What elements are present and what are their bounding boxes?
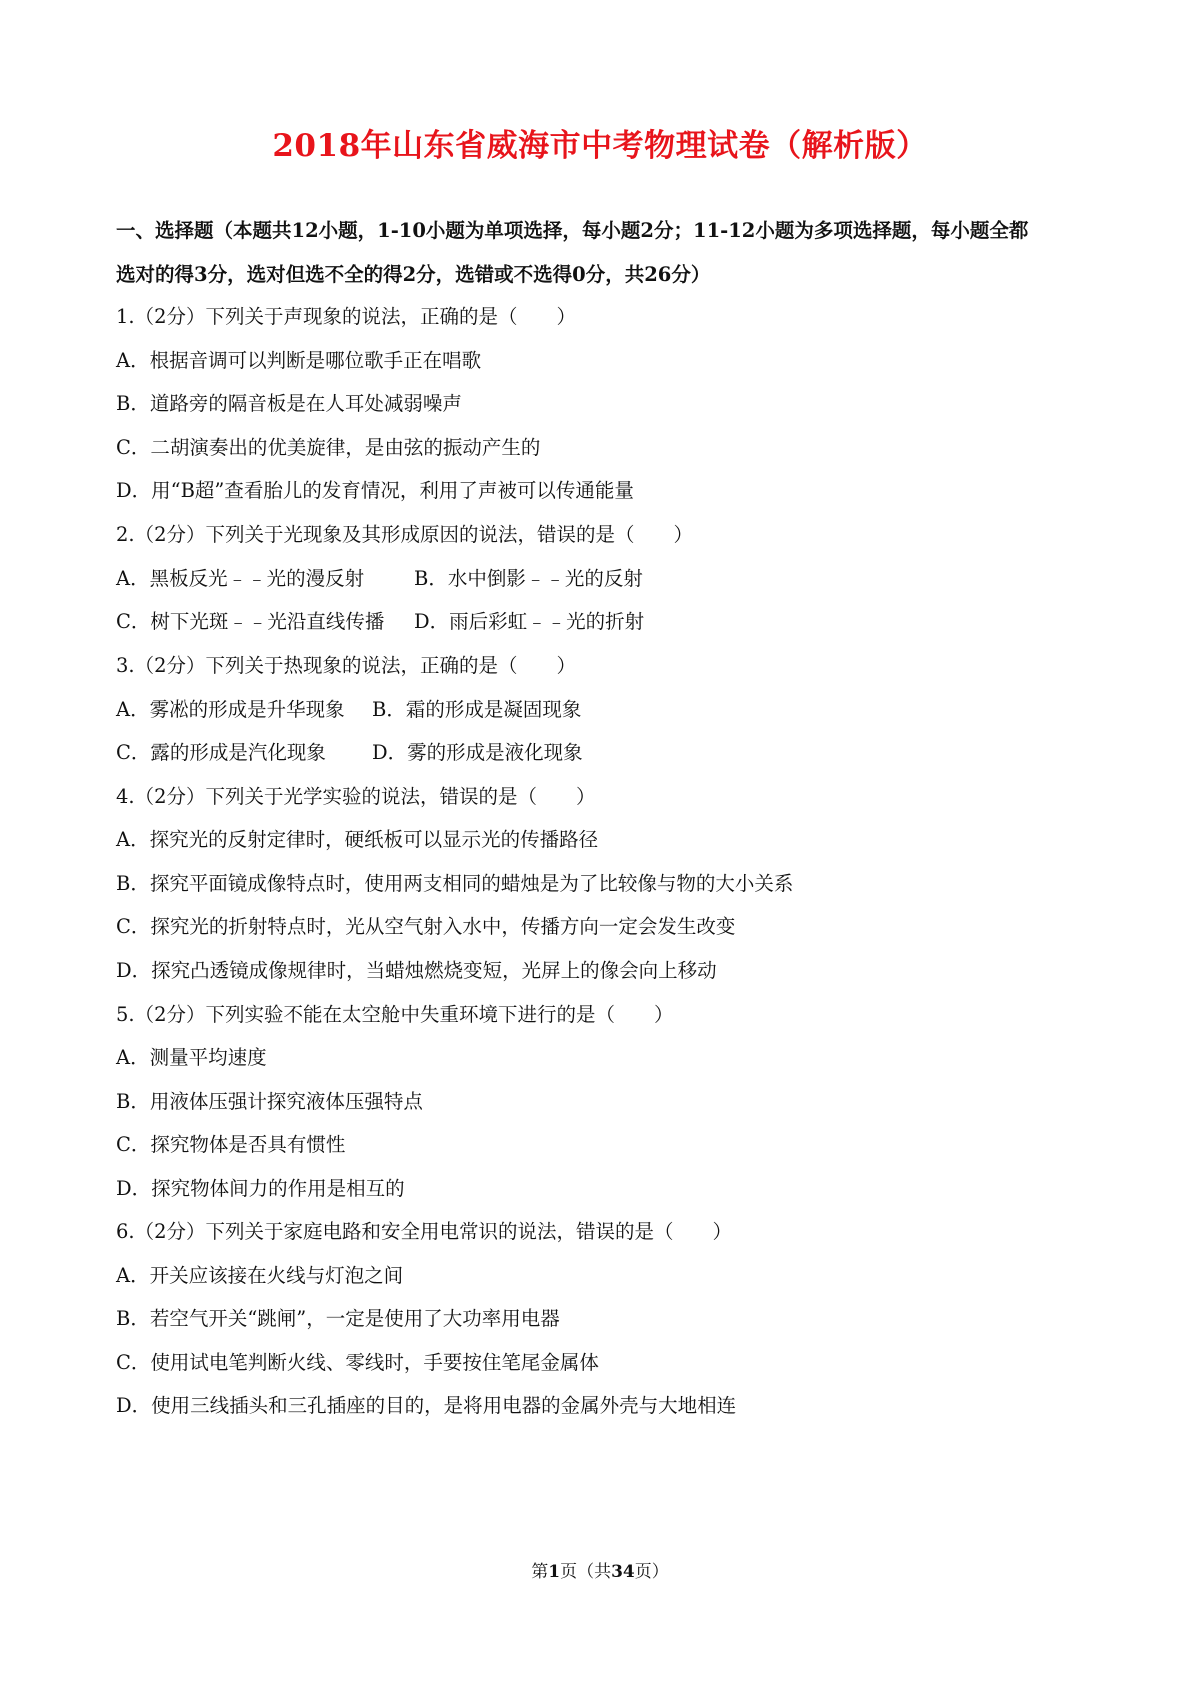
question-4-option-b: B．探究平面镜成像特点时，使用两支相同的蜡烛是为了比较像与物的大小关系 — [116, 872, 794, 895]
question-3-option-b: B．霜的形成是凝固现象 — [372, 698, 582, 721]
question-6-stem: 6.（2分）下列关于家庭电路和安全用电常识的说法，错误的是（ ） — [116, 1220, 733, 1243]
question-2-option-b: B．水中倒影﹣﹣光的反射 — [414, 567, 643, 590]
question-3-option-d: D．雾的形成是液化现象 — [372, 741, 583, 764]
question-5-stem: 5.（2分）下列实验不能在太空舱中失重环境下进行的是（ ） — [116, 1003, 674, 1026]
question-5-option-b: B．用液体压强计探究液体压强特点 — [116, 1090, 423, 1113]
page-title: 2018年山东省威海市中考物理试卷（解析版） — [272, 128, 928, 164]
question-6-option-d: D．使用三线插头和三孔插座的目的，是将用电器的金属外壳与大地相连 — [116, 1394, 737, 1417]
footer-total-pages: 34 — [611, 1562, 635, 1582]
question-3-stem: 3.（2分）下列关于热现象的说法，正确的是（ ） — [116, 654, 577, 677]
question-1-option-c: C．二胡演奏出的优美旋律，是由弦的振动产生的 — [116, 436, 541, 459]
footer-mid: 页（共 — [560, 1562, 612, 1582]
question-6-option-b: B．若空气开关“跳闸”，一定是使用了大功率用电器 — [116, 1307, 560, 1330]
question-6-option-c: C．使用试电笔判断火线、零线时，手要按住笔尾金属体 — [116, 1351, 599, 1374]
section-heading-line-1: 一、选择题（本题共12小题，1-10小题为单项选择，每小题2分；11-12小题为多项选择题，每小题全都 — [116, 219, 1029, 242]
question-2-option-d: D．雨后彩虹﹣﹣光的折射 — [414, 610, 645, 633]
question-4-stem: 4.（2分）下列关于光学实验的说法，错误的是（ ） — [116, 785, 596, 808]
question-5-option-c: C．探究物体是否具有惯性 — [116, 1133, 346, 1156]
question-1-option-b: B．道路旁的隔音板是在人耳处减弱噪声 — [116, 392, 462, 415]
question-3-option-c: C．露的形成是汽化现象 — [116, 741, 326, 764]
question-2-option-a: A．黑板反光﹣﹣光的漫反射 — [116, 567, 365, 590]
question-2-option-c: C．树下光斑﹣﹣光沿直线传播 — [116, 610, 385, 633]
question-4-option-a: A．探究光的反射定律时，硬纸板可以显示光的传播路径 — [116, 828, 599, 851]
question-1-stem: 1.（2分）下列关于声现象的说法，正确的是（ ） — [116, 305, 577, 328]
question-6-option-a: A．开关应该接在火线与灯泡之间 — [116, 1264, 404, 1287]
question-4-option-d: D．探究凸透镜成像规律时，当蜡烛燃烧变短，光屏上的像会向上移动 — [116, 959, 717, 982]
footer-suffix: 页） — [634, 1562, 669, 1582]
footer-prefix: 第 — [531, 1562, 549, 1582]
question-5-option-d: D．探究物体间力的作用是相互的 — [116, 1177, 405, 1200]
footer-page-number: 1 — [548, 1562, 561, 1582]
question-1-option-a: A．根据音调可以判断是哪位歌手正在唱歌 — [116, 349, 482, 372]
page-footer — [0, 1560, 1200, 1584]
question-3-option-a: A．雾凇的形成是升华现象 — [116, 698, 345, 721]
section-heading-line-2: 选对的得3分，选对但选不全的得2分，选错或不选得0分，共26分） — [116, 263, 711, 286]
question-4-option-c: C．探究光的折射特点时，光从空气射入水中，传播方向一定会发生改变 — [116, 915, 736, 938]
question-2-stem: 2.（2分）下列关于光现象及其形成原因的说法，错误的是（ ） — [116, 523, 694, 546]
question-5-option-a: A．测量平均速度 — [116, 1046, 267, 1069]
question-1-option-d: D．用“B超”查看胎儿的发育情况，利用了声被可以传通能量 — [116, 479, 634, 502]
